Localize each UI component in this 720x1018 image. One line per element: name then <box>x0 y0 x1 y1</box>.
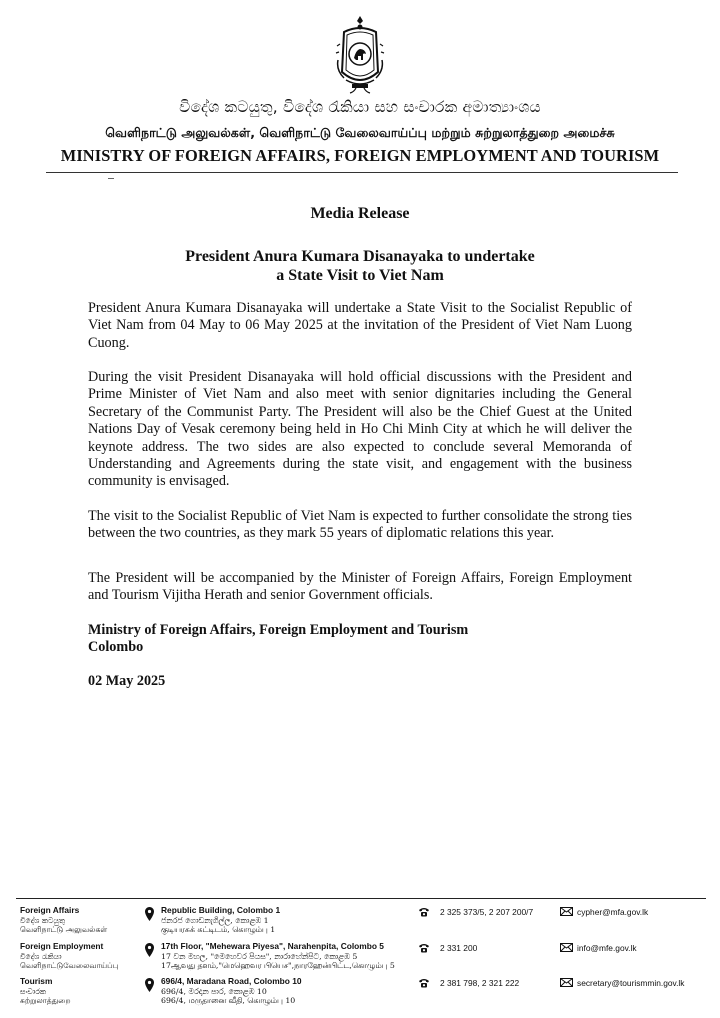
footer-division-name <box>20 977 71 1006</box>
footer-row-tourism <box>0 977 720 1017</box>
body-paragraph-2: During the visit President Disanayaka will hold official discussions with the President and Prime Minister of Viet Nam and also meet with senior dignitaries including the General Secretary of the Communist Party. The President will also be the Chief Guest at the United Nations Day of Vesak ceremony being held in Ho Chi Minh City at which he will deliver the keynote address. The two sides are also expected to conclude several Memoranda of Understanding and Agreements during the state visit, and engagement with the business community is envisaged. <box>88 369 632 490</box>
address-sinhala: 696/4, මරදාන පාර, කොළඹ 10 <box>161 986 267 996</box>
signature-ministry: Ministry of Foreign Affairs, Foreign Employment and Tourism <box>88 622 469 638</box>
address-sinhala: 17 වන මහල, "මෙහෙවර පියස", නාරාහේන්පිට, කොළඹ 5 <box>161 951 358 961</box>
ministry-name-tamil: வெளிநாட்டு அலுவல்கள், வெளிநாட்டு வேலைவாய்ப்பு மற்றும் சுற்றுலாத்துறை அமைச்சு <box>105 125 615 140</box>
footer-address <box>161 977 302 1006</box>
division-name-sinhala: විදේශ රැකියා <box>20 951 62 961</box>
division-name-tamil: வெளிநாட்டுவேலைவாய்ப்பு <box>20 961 119 970</box>
envelope-icon <box>560 943 573 952</box>
footer-address <box>161 942 395 971</box>
footer-division-name <box>20 906 107 935</box>
footer-row-foreign-affairs <box>0 906 720 946</box>
telephone-icon <box>418 907 430 917</box>
telephone-icon <box>418 978 430 988</box>
address-tamil: 696/4, மருதானை வீதி, கொழும்பு 10 <box>161 996 296 1005</box>
address-english: Republic Building, Colombo 1 <box>161 905 281 915</box>
footer-email[interactable]: cypher@mfa.gov.lk <box>577 907 649 917</box>
division-name-sinhala: සංචාරක <box>20 986 47 996</box>
location-pin-icon <box>145 978 154 992</box>
telephone-icon <box>418 943 430 953</box>
footer-email[interactable]: secretary@tourismmin.gov.lk <box>577 978 685 988</box>
footer-phone: 2 381 798, 2 321 222 <box>440 978 520 988</box>
envelope-icon <box>560 907 573 916</box>
division-name-english: Foreign Affairs <box>20 905 80 915</box>
release-headline <box>150 247 570 285</box>
envelope-icon <box>560 978 573 987</box>
division-name-tamil: வெளிநாட்டு அலுவல்கள் <box>20 925 108 934</box>
sri-lanka-emblem-icon <box>334 14 386 94</box>
address-tamil: குடியரசுக் கட்டிடம், கொழும்பு 1 <box>161 925 276 934</box>
footer-row-foreign-employment <box>0 942 720 982</box>
footer-email[interactable]: info@mfe.gov.lk <box>577 943 637 953</box>
release-date: 02 May 2025 <box>88 673 166 689</box>
footer-address <box>161 906 280 935</box>
division-name-english: Foreign Employment <box>20 941 104 951</box>
address-english: 17th Floor, "Mehewara Piyesa", Narahenpita, Colombo 5 <box>161 941 384 951</box>
division-name-english: Tourism <box>20 976 53 986</box>
division-name-sinhala: විදේශ කටයුතු <box>20 915 66 925</box>
signature-city: Colombo <box>88 639 144 656</box>
body-paragraph-4: The President will be accompanied by the Minister of Foreign Affairs, Foreign Employment and Tourism Vijitha Herath and senior Government officials. <box>88 570 632 604</box>
document-title: Media Release <box>310 205 410 222</box>
footer-divider <box>16 898 706 899</box>
headline-line-2: a State Visit to Viet Nam <box>276 267 444 284</box>
address-tamil: 17ஆவது தளம்,"மெஹெவர பியெச",நாரஹேன்பிட்ட,கொழும்பு 5 <box>161 961 395 970</box>
location-pin-icon <box>145 907 154 921</box>
footer-phone: 2 331 200 <box>440 943 478 953</box>
footer-division-name <box>20 942 118 971</box>
footer-phone: 2 325 373/5, 2 207 200/7 <box>440 907 534 917</box>
body-paragraph-1: President Anura Kumara Disanayaka will undertake a State Visit to the Socialist Republic of Viet Nam from 04 May to 06 May 2025 at the invitation of the President of Viet Nam Luong Cuong. <box>88 300 632 351</box>
ministry-name-english: MINISTRY OF FOREIGN AFFAIRS, FOREIGN EMPLOYMENT AND TOURISM <box>60 146 660 165</box>
division-name-tamil: சுற்றுலாத்துறை <box>20 996 71 1005</box>
body-paragraph-3: The visit to the Socialist Republic of Viet Nam is expected to further consolidate the strong ties between the two countries, as they mark 55 years of diplomatic relations this year. <box>88 508 632 542</box>
address-sinhala: ජනරජ ගොඩනැගිල්ල, කොළඹ 1 <box>161 915 269 925</box>
headline-line-1: President Anura Kumara Disanayaka to undertake <box>185 248 535 265</box>
letterhead-mark <box>108 178 114 179</box>
location-pin-icon <box>145 943 154 957</box>
signature-block <box>88 622 468 657</box>
letterhead-divider <box>46 172 678 173</box>
ministry-name-sinhala: විදේශ කටයුතු, විදේශ රැකියා සහ සංචාරක අමාත්‍යාංශය <box>179 98 541 116</box>
address-english: 696/4, Maradana Road, Colombo 10 <box>161 976 302 986</box>
